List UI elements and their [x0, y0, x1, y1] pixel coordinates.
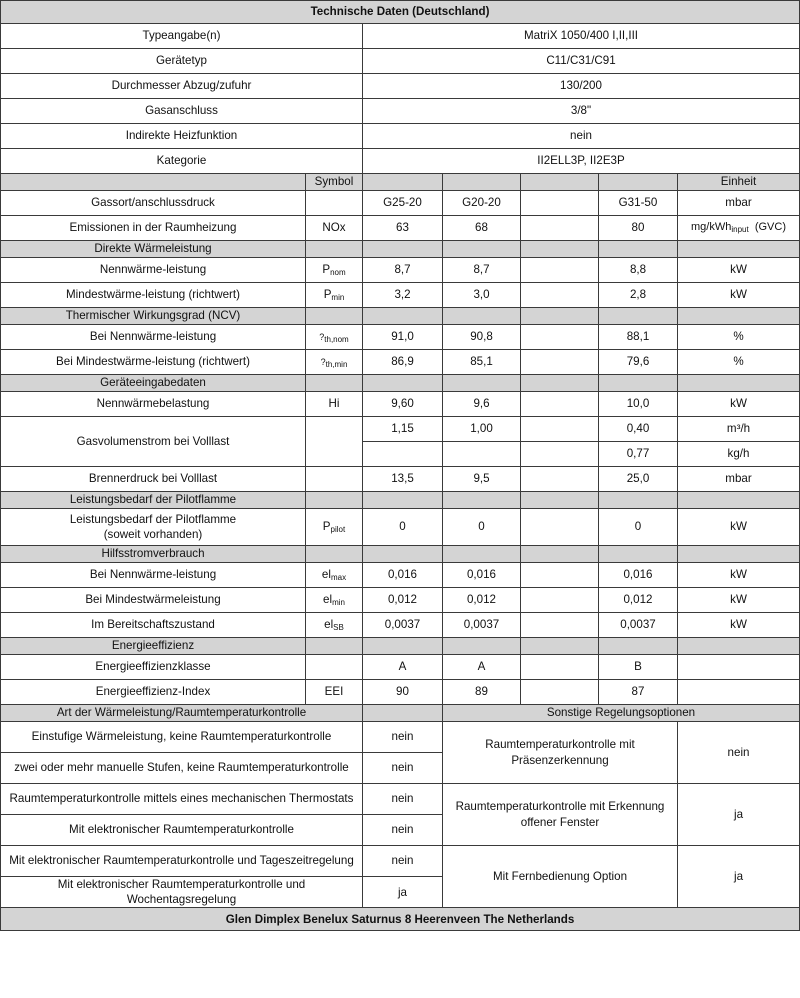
table-row: Energieeffizienzklasse A A B: [1, 655, 800, 680]
control-row: Mit elektronischer Raumtemperaturkontrolle nein: [1, 815, 800, 846]
general-row: Typeangabe(n) MatriX 1050/400 I,II,III: [1, 24, 800, 49]
placeholder-glyph-icon: ?: [319, 331, 325, 342]
table-row: Energieeffizienz-Index EEI 90 89 87: [1, 680, 800, 705]
control-row: Mit elektronischer Raumtemperaturkontrolle und Wochentagsregelung ja: [1, 877, 800, 908]
symbol-header: Symbol: [306, 174, 363, 191]
table-title: Technische Daten (Deutschland): [1, 1, 800, 24]
table-row: Bei Mindestwärmeleistung $el_{min}$ 0,012 0,012 0,012 kW: [1, 588, 800, 613]
section-header: Direkte Wärmeleistung: [1, 241, 800, 258]
general-row: Gerätetyp C11/C31/C91: [1, 49, 800, 74]
control-right-header: Sonstige Regelungsoptionen: [443, 705, 800, 722]
control-left-header: Art der Wärmeleistung/Raumtemperaturkontrolle: [1, 705, 363, 722]
control-row: zwei oder mehr manuelle Stufen, keine Raumtemperaturkontrolle nein: [1, 753, 800, 784]
table-row: Mindestwärme-leistung (richtwert) $P_{min}$ 3,2 3,0 2,8 kW: [1, 283, 800, 308]
table-row: Nennwärme-leistung $P_{nom}$ 8,7 8,7 8,8 kW: [1, 258, 800, 283]
general-row: Durchmesser Abzug/zufuhr 130/200: [1, 74, 800, 99]
footer-address: Glen Dimplex Benelux Saturnus 8 Heerenveen The Netherlands: [1, 908, 800, 931]
section-header: Leistungsbedarf der Pilotflamme: [1, 492, 800, 509]
table-row: Im Bereitschaftszustand $el_{SB}$ 0,0037 0,0037 0,0037 kW: [1, 613, 800, 638]
general-row: Indirekte Heizfunktion nein: [1, 124, 800, 149]
placeholder-glyph-icon: ?: [320, 356, 326, 367]
unit-header: Einheit: [678, 174, 800, 191]
table-row: Bei Nennwärme-leistung $el_{max}$ 0,016 0,016 0,016 kW: [1, 563, 800, 588]
section-header: Geräteeingabedaten: [1, 375, 800, 392]
table-row: Nennwärmebelastung Hi 9,60 9,6 10,0 kW: [1, 392, 800, 417]
general-row: Kategorie II2ELL3P, II2E3P: [1, 149, 800, 174]
section-header: Energieeffizienz: [1, 638, 800, 655]
general-row: Gasanschluss 3/8": [1, 99, 800, 124]
section-header: Hilfsstromverbrauch: [1, 546, 800, 563]
table-row: Gasvolumenstrom bei Volllast 1,15 1,00 0,40 m³/h: [1, 417, 800, 442]
control-row: Mit elektronischer Raumtemperaturkontrolle und Tageszeitregelung nein Mit Fernbedienung Option ja: [1, 846, 800, 877]
gas-row: Gassort/anschlussdruck G25-20 G20-20 G31-50 mbar: [1, 191, 800, 216]
section-header: Thermischer Wirkungsgrad (NCV): [1, 308, 800, 325]
table-row: Leistungsbedarf der Pilotflamme (soweit vorhanden) $P_{pilot}$ 0 0 0 kW: [1, 509, 800, 546]
column-header-row: [1, 174, 800, 191]
table-row: Brennerdruck bei Volllast 13,5 9,5 25,0 mbar: [1, 467, 800, 492]
table-row: Bei Mindestwärme-leistung (richtwert) $?_{th,min}$ 86,9 85,1 79,6 %: [1, 350, 800, 375]
control-row: Raumtemperaturkontrolle mittels eines mechanischen Thermostats nein Raumtemperaturkontrolle mit Erkennung offener Fenster ja: [1, 784, 800, 815]
table-row: 0,77 kg/h: [1, 442, 800, 467]
emissions-row: Emissionen in der Raumheizung NOx 63 68 80 mg/kWh$_{input}$ (GVC): [1, 216, 800, 241]
control-row: Einstufige Wärmeleistung, keine Raumtemperaturkontrolle nein Raumtemperaturkontrolle mit Präsenzerkennung nein: [1, 722, 800, 753]
control-header-row: [1, 705, 800, 722]
table-row: Bei Nennwärme-leistung $?_{th,nom}$ 91,0 90,8 88,1 %: [1, 325, 800, 350]
